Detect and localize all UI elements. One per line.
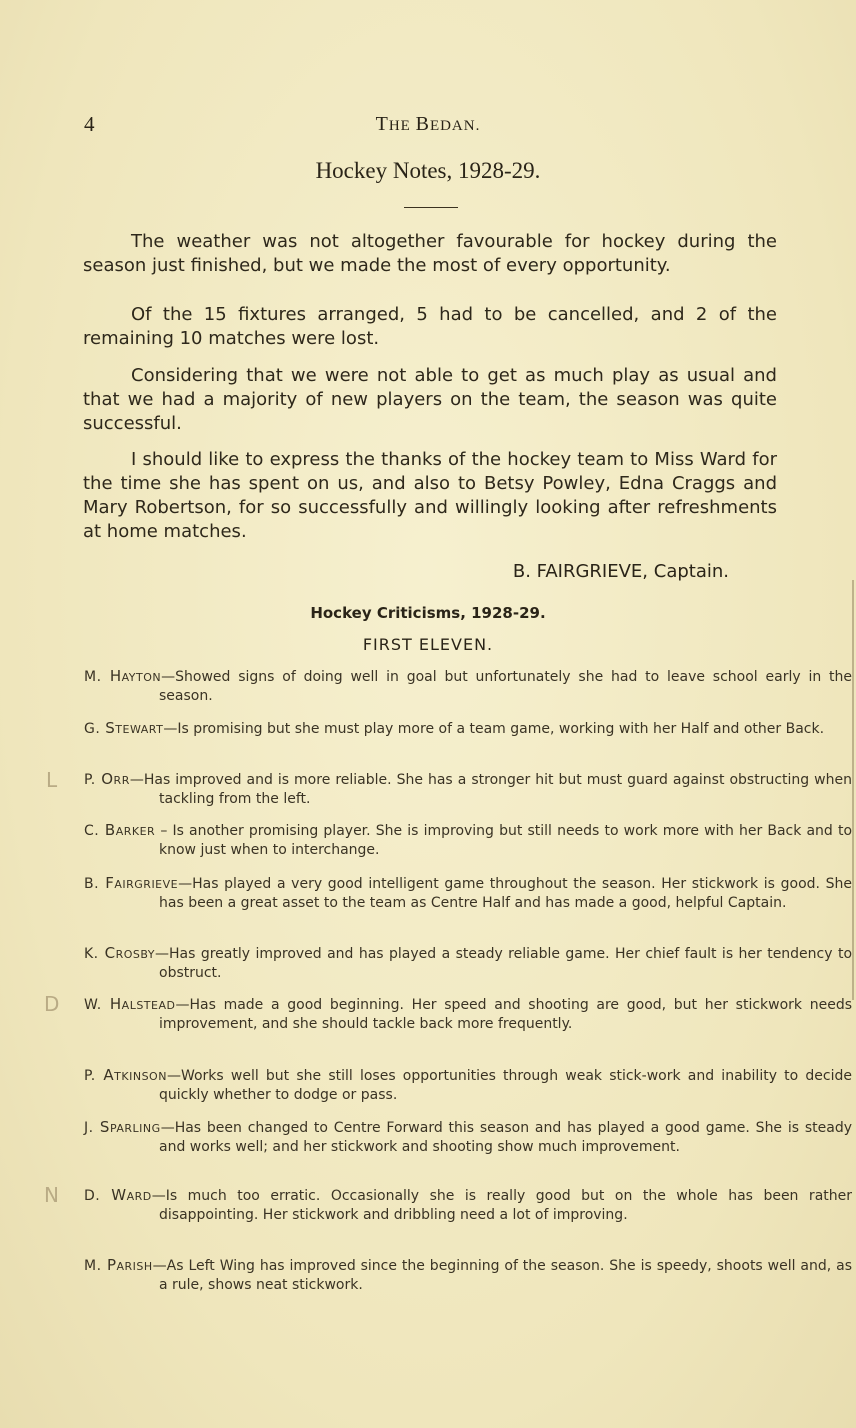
player-name: G. STEWART [84,719,164,737]
section-heading: FIRST ELEVEN. [362,635,494,654]
player-name: M. PARISH [84,1256,153,1274]
paragraph-1: The weather was not altogether favourable for hockey during the season just finished, but we made the most of every opportunity. [83,231,777,276]
criticism-item: P. ORR—Has improved and is more reliable. She has a stronger hit but must guard against obstructing when tackling from the left. [84,770,852,807]
page-edge-line [852,580,854,1000]
criticisms-title: Hockey Criticisms, 1928-29. [310,604,546,622]
paragraph-2: Of the 15 fixtures arranged, 5 had to be cancelled, and 2 of the remaining 10 matches were lost. [83,304,777,349]
margin-note-ward: N [44,1183,59,1207]
player-name: K. CROSBY [84,944,156,962]
criticism-item: C. BARKER – Is another promising player. She is improving but still needs to work more with her Back and to know just when to interchange. [84,821,853,858]
criticism-item: P. ATKINSON—Works well but she still loses opportunities through weak stick-work and inability to decide quickly whether to dodge or pass. [84,1066,852,1103]
article-title: Hockey Notes, 1928-29. [315,158,541,183]
player-name: B. FAIRGRIEVE [84,874,179,892]
player-name: P. ORR [84,770,130,788]
margin-note-orr: L [46,768,58,792]
player-name: W. HALSTEAD [84,995,176,1013]
criticism-item: D. WARD—Is much too erratic. Occasionally she is really good but on the whole has been rather disappointing. Her stickwork and dribbling need a lot of improving. [84,1186,852,1223]
criticism-item: W. HALSTEAD—Has made a good beginning. Her speed and shooting are good, but her stickwork needs improvement, and she should tackle back more frequently. [84,995,852,1032]
page-number: 4 [84,112,95,136]
player-name: D. WARD [84,1186,152,1204]
criticism-item: G. STEWART—Is promising but she must play more of a team game, working with her Half and other Back. [84,719,825,737]
player-name: P. ATKINSON [84,1066,167,1084]
player-name: C. BARKER [84,821,156,839]
criticism-item: J. SPARLING—Has been changed to Centre Forward this season and has played a good game. She is steady and works well; and her stickwork and shooting show much improvement. [84,1118,853,1155]
running-head: THE BEDAN. [375,113,481,135]
criticism-item: M. PARISH—As Left Wing has improved since the beginning of the season. She is speedy, shoots well and, as a rule, shows neat stickwork. [84,1256,852,1293]
paragraph-3: Considering that we were not able to get as much play as usual and that we had a majority of new players on the team, the season was quite successful. [83,365,777,434]
margin-note-halstead: D [44,992,60,1016]
player-name: M. HAYTON [84,667,162,685]
paragraph-4: I should like to express the thanks of the hockey team to Miss Ward for the time she has spent on us, and also to Betsy Powley, Edna Craggs and Mary Robertson, for so successfully and willingly looking after refreshments at home matches. [83,449,777,542]
criticism-item: M. HAYTON—Showed signs of doing well in goal but unfortunately she had to leave school early in the season. [84,667,852,704]
signature: B. FAIRGRIEVE, Captain. [512,561,729,582]
criticism-item: K. CROSBY—Has greatly improved and has played a steady reliable game. Her chief fault is her tendency to obstruct. [84,944,853,981]
player-name: J. SPARLING [84,1118,161,1136]
criticism-item: B. FAIRGRIEVE—Has played a very good intelligent game throughout the season. Her stickwork is good. She has been a great asset to the team as Centre Half and has made a good, helpful Captain. [84,874,853,911]
title-divider [404,207,458,208]
